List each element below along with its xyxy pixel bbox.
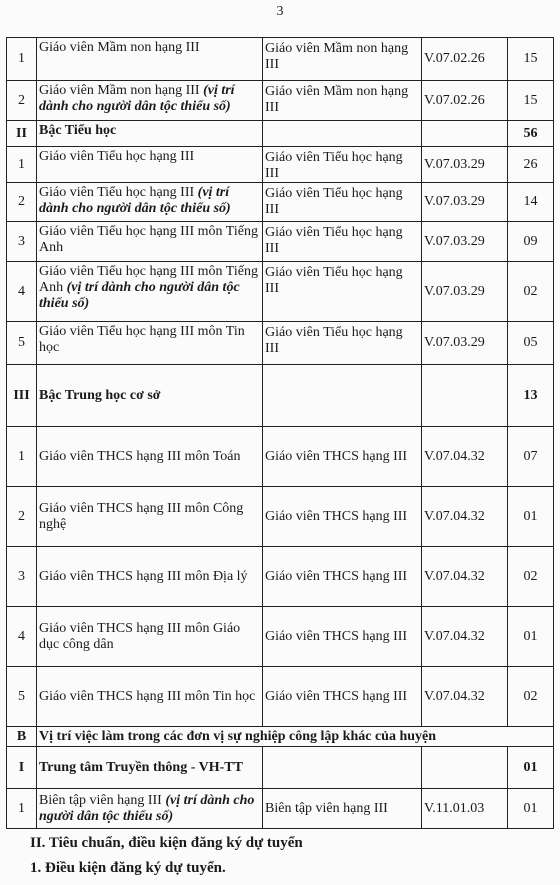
position-text: Giáo viên Mầm non hạng III bbox=[39, 40, 200, 55]
position-text: Giáo viên Tiểu học hạng III môn Tiếng Anh bbox=[39, 264, 258, 295]
position-text: Giáo viên THCS hạng III môn Giáo dục công dân bbox=[39, 620, 241, 652]
position-text: Trung tâm Truyền thông - VH-TT bbox=[39, 759, 243, 775]
position-name bbox=[37, 547, 263, 607]
quantity: 01 bbox=[508, 487, 554, 547]
table-row bbox=[7, 222, 554, 262]
row-number: III bbox=[7, 365, 37, 427]
job-code bbox=[422, 747, 508, 789]
position-name bbox=[37, 121, 263, 147]
table-row bbox=[7, 487, 554, 547]
position-name bbox=[37, 427, 263, 487]
job-code: V.07.03.29 bbox=[422, 222, 508, 262]
row-number: 2 bbox=[7, 487, 37, 547]
table-row bbox=[7, 81, 554, 121]
quantity: 15 bbox=[508, 81, 554, 121]
row-number: 1 bbox=[7, 147, 37, 183]
row-number: II bbox=[7, 121, 37, 147]
heading-standards: II. Tiêu chuẩn, điều kiện đăng ký dự tuyển bbox=[30, 835, 303, 851]
row-number: 2 bbox=[7, 81, 37, 121]
position-name bbox=[37, 747, 263, 789]
quantity: 01 bbox=[508, 747, 554, 789]
position-note: (vị trí dành cho người dân tộc thiểu số) bbox=[39, 280, 240, 311]
job-title: Giáo viên Tiểu học hạng III bbox=[263, 322, 422, 365]
row-number: 5 bbox=[7, 667, 37, 727]
job-title: Giáo viên THCS hạng III bbox=[263, 667, 422, 727]
position-text: Giáo viên Tiểu học hạng III bbox=[39, 185, 198, 200]
job-code: V.07.04.32 bbox=[422, 547, 508, 607]
job-code: V.07.03.29 bbox=[422, 183, 508, 222]
position-name bbox=[37, 667, 263, 727]
job-title: Giáo viên THCS hạng III bbox=[263, 427, 422, 487]
job-title: Giáo viên THCS hạng III bbox=[263, 607, 422, 667]
position-text: Giáo viên Tiểu học hạng III môn Tiếng Anh bbox=[39, 224, 258, 255]
position-name bbox=[37, 222, 263, 262]
quantity: 15 bbox=[508, 38, 554, 81]
job-code: V.07.02.26 bbox=[422, 38, 508, 81]
job-title: Giáo viên Tiểu học hạng III bbox=[263, 147, 422, 183]
position-name bbox=[37, 183, 263, 222]
table-row bbox=[7, 427, 554, 487]
quantity: 01 bbox=[508, 607, 554, 667]
quantity: 09 bbox=[508, 222, 554, 262]
job-title: Giáo viên THCS hạng III bbox=[263, 487, 422, 547]
row-number: 1 bbox=[7, 427, 37, 487]
job-title: Giáo viên Mầm non hạng III bbox=[263, 81, 422, 121]
recruitment-table bbox=[6, 37, 554, 829]
job-title: Giáo viên Tiểu học hạng III bbox=[263, 222, 422, 262]
row-number: 3 bbox=[7, 547, 37, 607]
job-code: V.11.01.03 bbox=[422, 789, 508, 829]
job-code: V.07.04.32 bbox=[422, 607, 508, 667]
row-number: 1 bbox=[7, 38, 37, 81]
position-note: (vị trí dành cho người dân tộc thiểu số) bbox=[39, 83, 235, 114]
job-title bbox=[263, 365, 422, 427]
row-number: 3 bbox=[7, 222, 37, 262]
row-number: 5 bbox=[7, 322, 37, 365]
job-title bbox=[263, 121, 422, 147]
position-text: Giáo viên THCS hạng III môn Địa lý bbox=[39, 568, 248, 584]
position-text: Giáo viên Tiểu học hạng III môn Tin học bbox=[39, 324, 245, 355]
job-code: V.07.04.32 bbox=[422, 487, 508, 547]
quantity: 26 bbox=[508, 147, 554, 183]
table-row bbox=[7, 183, 554, 222]
position-name bbox=[37, 365, 263, 427]
table-row bbox=[7, 38, 554, 81]
position-name bbox=[37, 789, 263, 829]
position-name bbox=[37, 147, 263, 183]
quantity: 02 bbox=[508, 262, 554, 322]
quantity: 02 bbox=[508, 547, 554, 607]
page-number: 3 bbox=[276, 4, 284, 19]
position-text: Giáo viên Tiểu học hạng III bbox=[39, 149, 195, 164]
table-row bbox=[7, 789, 554, 829]
table-row bbox=[7, 262, 554, 322]
table-row bbox=[7, 667, 554, 727]
job-code: V.07.02.26 bbox=[422, 81, 508, 121]
job-code: V.07.03.29 bbox=[422, 262, 508, 322]
row-number: I bbox=[7, 747, 37, 789]
quantity: 01 bbox=[508, 789, 554, 829]
position-name bbox=[37, 322, 263, 365]
position-name bbox=[37, 38, 263, 81]
position-note: (vị trí dành cho người dân tộc thiểu số) bbox=[39, 792, 255, 824]
table-row bbox=[7, 547, 554, 607]
table-row bbox=[7, 747, 554, 789]
job-code: V.07.04.32 bbox=[422, 427, 508, 487]
quantity: 13 bbox=[508, 365, 554, 427]
job-title: Giáo viên Mầm non hạng III bbox=[263, 38, 422, 81]
position-name bbox=[37, 487, 263, 547]
position-name bbox=[37, 81, 263, 121]
section-b-text: Vị trí việc làm trong các đơn vị sự nghiệp công lập khác của huyện bbox=[37, 727, 554, 747]
position-text: Biên tập viên hạng III bbox=[39, 792, 166, 808]
job-title: Giáo viên Tiểu học hạng III bbox=[263, 183, 422, 222]
quantity: 02 bbox=[508, 667, 554, 727]
row-number: 2 bbox=[7, 183, 37, 222]
row-number: 4 bbox=[7, 262, 37, 322]
job-title: Biên tập viên hạng III bbox=[263, 789, 422, 829]
job-title: Giáo viên Tiểu học hạng III bbox=[263, 262, 422, 322]
table-row bbox=[7, 121, 554, 147]
position-name bbox=[37, 262, 263, 322]
table-row bbox=[7, 147, 554, 183]
quantity: 07 bbox=[508, 427, 554, 487]
job-code bbox=[422, 365, 508, 427]
position-text: Giáo viên THCS hạng III môn Công nghệ bbox=[39, 500, 244, 532]
position-text: Giáo viên Mầm non hạng III bbox=[39, 83, 204, 98]
row-number: 4 bbox=[7, 607, 37, 667]
quantity: 14 bbox=[508, 183, 554, 222]
job-code bbox=[422, 121, 508, 147]
heading-conditions: 1. Điều kiện đăng ký dự tuyển. bbox=[30, 860, 226, 876]
table-row bbox=[7, 607, 554, 667]
row-number: 1 bbox=[7, 789, 37, 829]
job-code: V.07.03.29 bbox=[422, 322, 508, 365]
position-text: Giáo viên THCS hạng III môn Toán bbox=[39, 448, 241, 464]
position-name bbox=[37, 607, 263, 667]
quantity: 05 bbox=[508, 322, 554, 365]
position-text: Bậc Trung học cơ sở bbox=[39, 387, 161, 403]
section-b-row bbox=[7, 727, 554, 747]
position-text: Giáo viên THCS hạng III môn Tin học bbox=[39, 688, 256, 704]
job-code: V.07.04.32 bbox=[422, 667, 508, 727]
quantity: 56 bbox=[508, 121, 554, 147]
position-text: Bậc Tiểu học bbox=[39, 123, 117, 138]
table-row bbox=[7, 365, 554, 427]
job-title bbox=[263, 747, 422, 789]
position-note: (vị trí dành cho người dân tộc thiểu số) bbox=[39, 185, 231, 216]
table-row bbox=[7, 322, 554, 365]
job-code: V.07.03.29 bbox=[422, 147, 508, 183]
job-title: Giáo viên THCS hạng III bbox=[263, 547, 422, 607]
section-b-label: B bbox=[7, 727, 37, 747]
